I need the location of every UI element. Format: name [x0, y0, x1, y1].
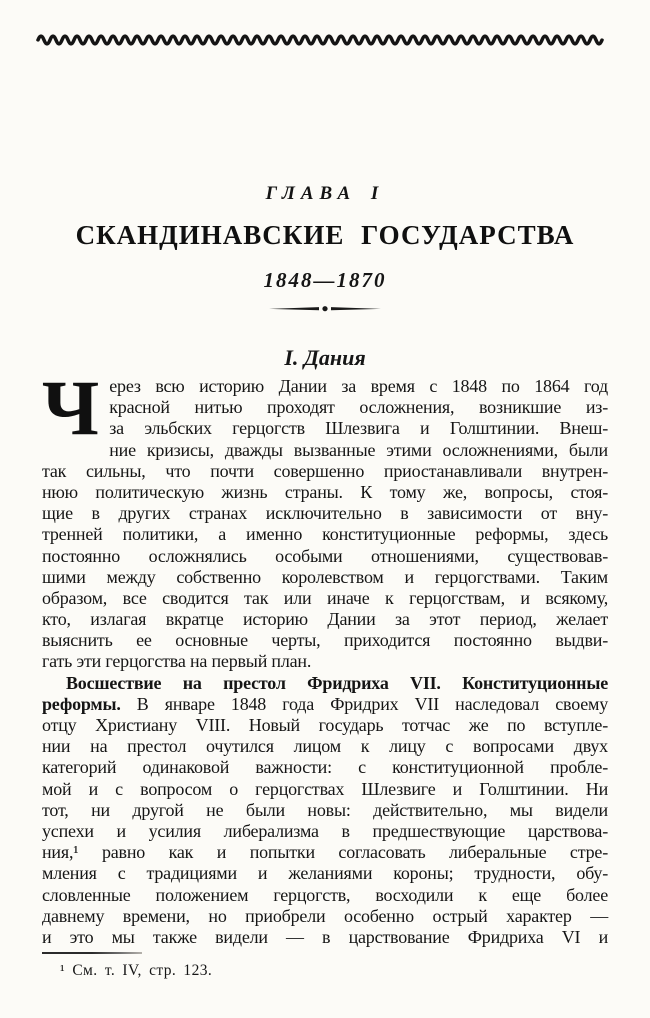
section-heading: I. Дания: [284, 345, 366, 370]
body-line: мой и с вопросом о герцогствах Шлезвиге и Голштинии. Ни: [42, 778, 608, 799]
page-title: СКАНДИНАВСКИЕ ГОСУДАРСТВА: [75, 220, 575, 250]
body-line: гать эти герцогства на первый план.: [42, 651, 312, 672]
body-line: ния,¹ равно как и попытки согласовать либеральные стре-: [42, 842, 608, 863]
body-line: и это мы также видели — в царствование Фридриха VI и: [42, 926, 608, 947]
body-line: тренней политики, а именно конституционные реформы, здесь: [42, 524, 608, 545]
footnote-rule: [42, 952, 142, 954]
body-line: словленные положением герцогств, восходили к еще более: [42, 884, 608, 905]
body-line: за эльбских герцогств Шлезвига и Голштинии. Внеш-: [109, 418, 608, 439]
body-line: отцу Христиану VIII. Новый государь тотчас же по вступле-: [42, 715, 608, 735]
drop-cap: Ч: [42, 364, 100, 451]
body-line: давнему времени, но приобрели особенно острый характер —: [42, 905, 608, 926]
divider-ornament: [0, 304, 650, 313]
body-line: выяснить ее основные черты, приходится постоянно выдви-: [42, 630, 608, 651]
run-in-heading: Восшествие на престол Фридриха VII. Конституционные: [66, 672, 608, 693]
body-text: [42, 364, 608, 948]
body-line: тот, ни другой не были новы: действительно, мы видели: [42, 799, 608, 820]
body-line: красной нитью проходят осложнения, возникшие из-: [109, 397, 608, 418]
body-line: нюю политическую жизнь страны. К тому же, вопросы, стоя-: [42, 481, 608, 502]
body-line: мления с традициями и желаниями короны; трудности, обу-: [42, 863, 608, 884]
body-line: постоянно осложнялись особыми отношениями, существовав-: [42, 545, 608, 566]
body-line: щие в других странах исключительно в зависимости от вну-: [42, 503, 608, 524]
body-line: шими между собственно королевством и герцогствами. Таким: [42, 566, 608, 587]
ornament-wave: [36, 32, 604, 48]
body-line: образом, все сводится так или иначе к герцогствам, и всякому,: [42, 587, 608, 608]
chapter-heading: ГЛАВА I: [265, 183, 385, 204]
body-line: кто, излагая вкратце историю Дании за этот период, желает: [42, 609, 608, 630]
body-line: так сильны, что почти совершенно приостанавливали внутрен-: [42, 460, 608, 481]
footnote: ¹ См. т. IV, стр. 123.: [60, 962, 213, 980]
body-line: ние кризисы, дважды вызванные этими осложнениями, были: [109, 439, 608, 460]
body-line: успехи и усилия либерализма в предшествующие царствова-: [42, 820, 608, 841]
years-subtitle: 1848—1870: [263, 268, 387, 292]
body-line-text: В январе 1848 года Фридрих VII наследовал своему: [120, 693, 608, 714]
run-in-heading: реформы.: [42, 693, 121, 714]
body-line: [42, 694, 608, 715]
body-line: [42, 673, 608, 694]
body-line: нии на престол очутился лицом к лицу с вопросами двух: [42, 736, 608, 757]
body-line-text: ерез всю историю Дании за время с 1848 по 1864 год: [109, 376, 608, 396]
body-line: категорий одинаковой важности: с конституционной пробле-: [42, 757, 608, 778]
